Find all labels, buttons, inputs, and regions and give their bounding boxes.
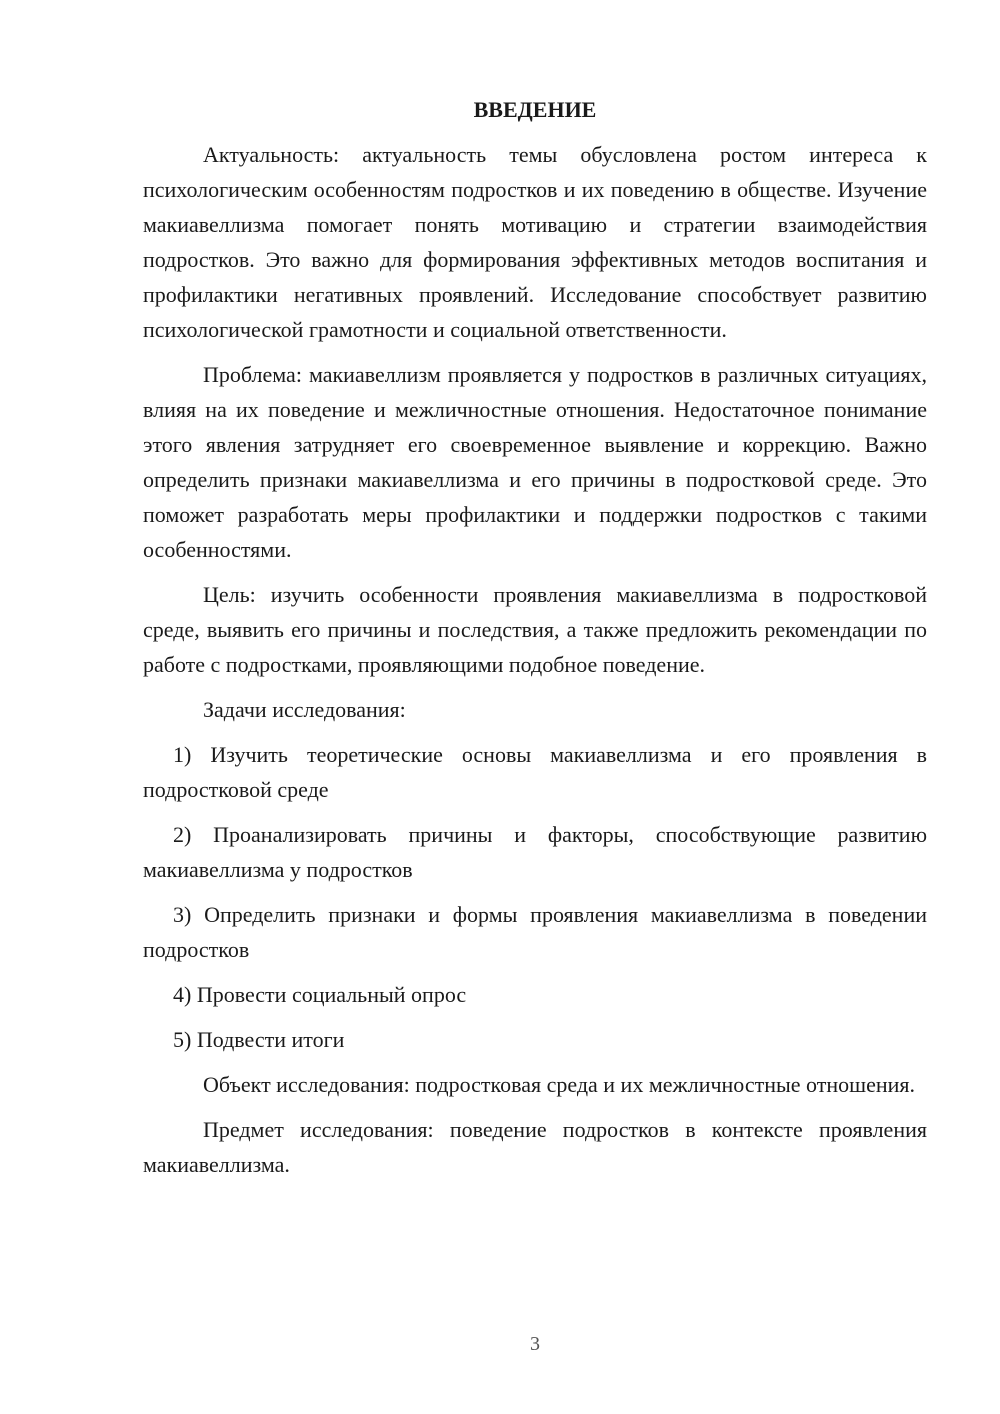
paragraph-goal: Цель: изучить особенности проявления макиавеллизма в подростковой среде, выявить его причины и последствия, а также предложить рекомендации по работе с подростками, проявляющими подобное поведение. [143,582,927,677]
page-number: 3 [530,1333,540,1355]
document-page [143,92,927,1192]
task-item-1: 1) Изучить теоретические основы макиавеллизма и его проявления в подростковой среде [143,742,927,802]
page-title: ВВЕДЕНИЕ [473,97,597,122]
tasks-title: Задачи исследования: [203,697,406,722]
task-item-4: 4) Провести социальный опрос [173,982,467,1007]
paragraph-object: Объект исследования: подростковая среда и их межличностные отношения. [203,1072,916,1097]
paragraph-relevance: Актуальность: актуальность темы обусловлена ростом интереса к психологическим особенностям подростков и их поведению в обществе. Изучение макиавеллизма помогает понять мотивацию и стратегии взаимодействия подростков. Это важно для формирования эффективных методов воспитания и профилактики негативных проявлений. Исследование способствует развитию психологической грамотности и социальной ответственности. [143,142,927,342]
paragraph-subject: Предмет исследования: поведение подростков в контексте проявления макиавеллизма. [143,1117,927,1177]
task-item-5: 5) Подвести итоги [173,1027,345,1052]
task-item-2: 2) Проанализировать причины и факторы, способствующие развитию макиавеллизма у подростков [143,822,927,882]
task-item-3: 3) Определить признаки и формы проявления макиавеллизма в поведении подростков [143,902,927,962]
paragraph-problem: Проблема: макиавеллизм проявляется у подростков в различных ситуациях, влияя на их поведение и межличностные отношения. Недостаточное понимание этого явления затрудняет его своевременное выявление и коррекцию. Важно определить признаки макиавеллизма и его причины в подростковой среде. Это поможет разработать меры профилактики и поддержки подростков с такими особенностями. [143,362,927,562]
